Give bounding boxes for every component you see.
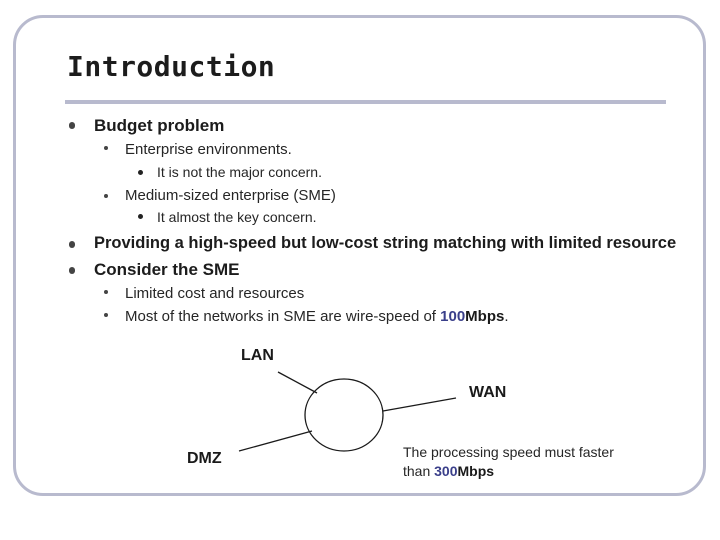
note-line-2 bbox=[403, 462, 614, 481]
bullet-enterprise-environments: Enterprise environments. bbox=[125, 141, 292, 158]
note-prefix: than bbox=[403, 463, 435, 479]
lan-label: LAN bbox=[241, 347, 274, 364]
wire-speed-value: 100 bbox=[440, 308, 466, 325]
bullet-sme: Medium-sized enterprise (SME) bbox=[125, 187, 336, 204]
note-speed-value: 300 bbox=[434, 463, 458, 479]
dmz-label: DMZ bbox=[187, 450, 222, 467]
slide-title: Introduction bbox=[67, 50, 276, 83]
wan-label: WAN bbox=[469, 384, 507, 401]
bullet-budget-problem: Budget problem bbox=[94, 116, 225, 135]
processing-speed-note bbox=[403, 443, 614, 481]
wire-speed-period: . bbox=[504, 308, 509, 325]
lan-link bbox=[278, 372, 317, 393]
wire-speed-text: Most of the networks in SME are wire-speed of bbox=[125, 308, 441, 325]
note-speed-unit: Mbps bbox=[457, 463, 495, 479]
bullet-limited-cost: Limited cost and resources bbox=[125, 285, 305, 302]
bullet-providing: Providing a high-speed but low-cost string matching with limited resource bbox=[94, 234, 677, 252]
note-line-1: The processing speed must faster bbox=[403, 444, 614, 460]
bullet-key-concern: It almost the key concern. bbox=[157, 209, 317, 225]
dmz-link bbox=[239, 431, 312, 451]
wire-speed-unit: Mbps bbox=[465, 308, 505, 325]
network-hub-circle bbox=[305, 379, 383, 451]
bullet-consider-sme: Consider the SME bbox=[94, 260, 240, 279]
bullet-not-major-concern: It is not the major concern. bbox=[157, 164, 322, 180]
wan-link bbox=[383, 398, 456, 411]
